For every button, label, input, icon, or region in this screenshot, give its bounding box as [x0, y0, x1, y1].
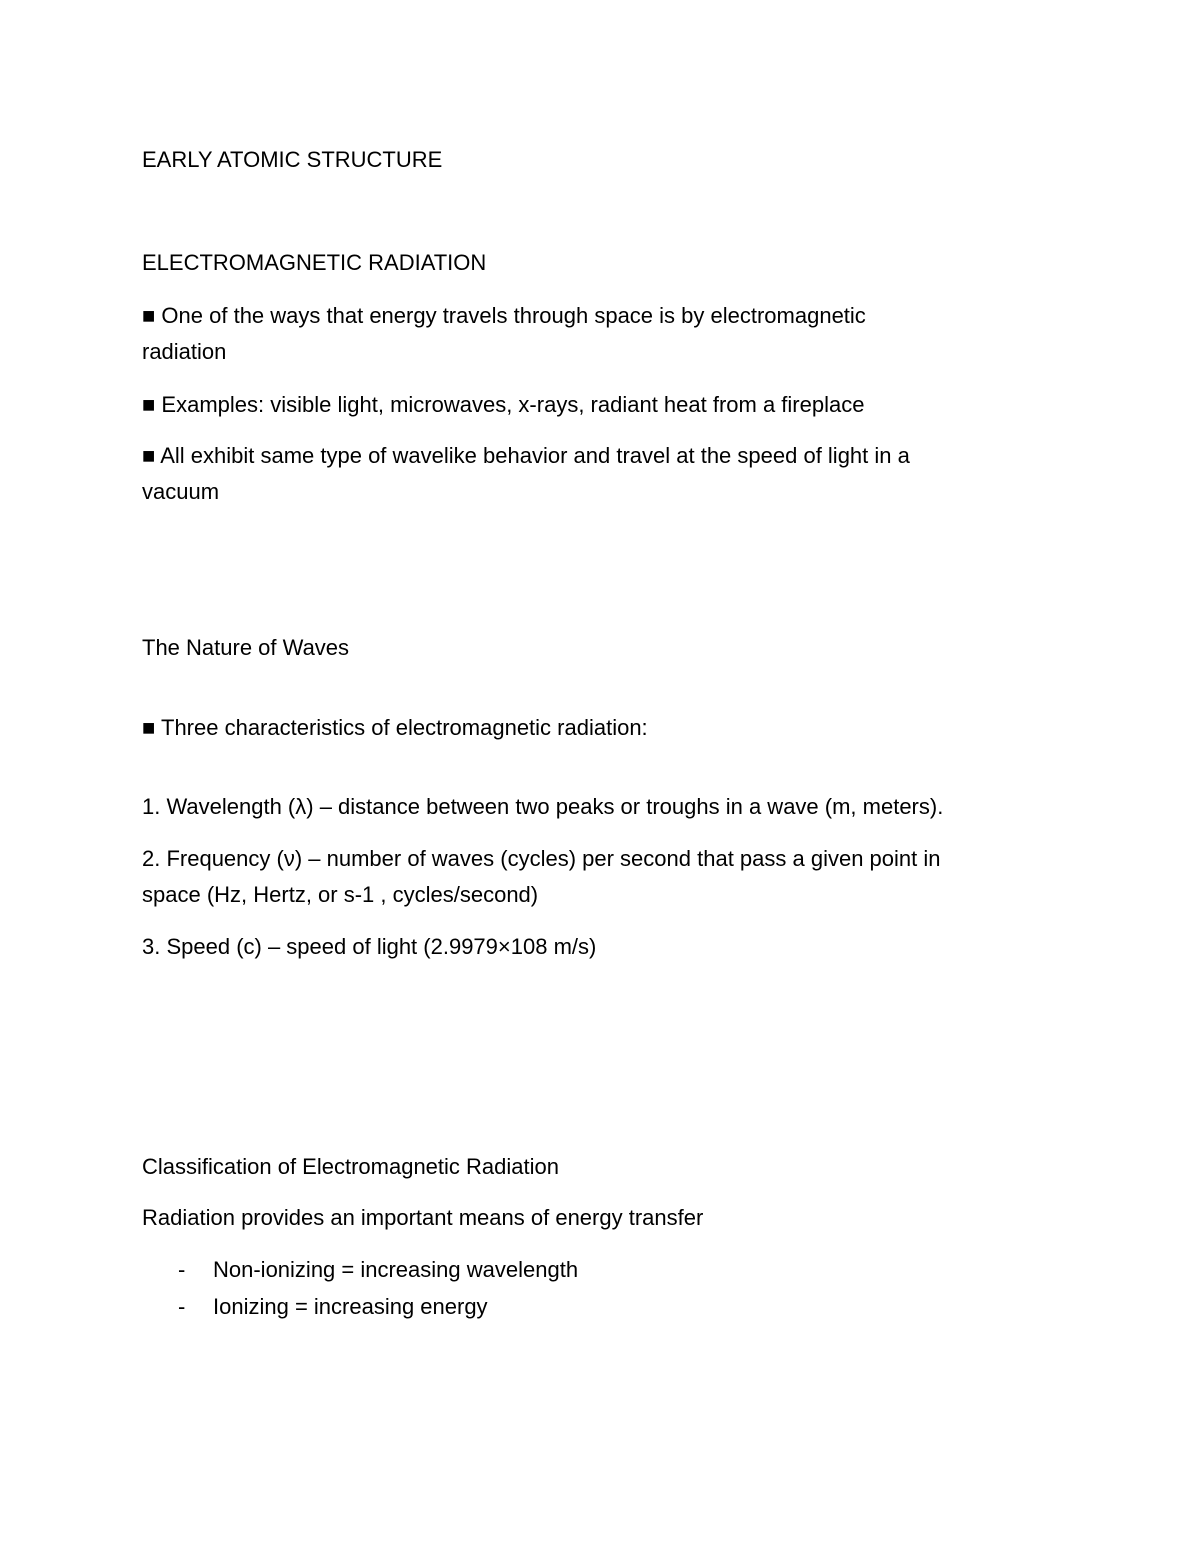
bullet-icon: ■: [142, 303, 156, 328]
numbered-item-wavelength: 1. Wavelength (λ) – distance between two peaks or troughs in a wave (m, meters).: [142, 794, 944, 819]
bullet-icon: ■: [142, 443, 156, 468]
bullet-item-1-line-1: [142, 298, 866, 334]
bullet-item-2: [142, 387, 864, 423]
bullet-item-3-line-1: [142, 438, 910, 474]
bullet-item-3-line-2: vacuum: [142, 479, 220, 504]
numbered-item-frequency-line-1: 2. Frequency (ν) – number of waves (cycles) per second that pass a given point in: [142, 846, 941, 871]
numbered-item-frequency-line-2: space (Hz, Hertz, or s-1 , cycles/second): [142, 882, 539, 907]
section-heading-classification: Classification of Electromagnetic Radiation: [142, 1154, 559, 1179]
document-title: EARLY ATOMIC STRUCTURE: [142, 147, 443, 172]
bullet-text: All exhibit same type of wavelike behavior and travel at the speed of light in a: [160, 443, 910, 468]
bullet-item-1-line-2: radiation: [142, 339, 227, 364]
dash-bullet-icon: -: [178, 1257, 186, 1282]
bullet-text: One of the ways that energy travels through space is by electromagnetic: [161, 303, 866, 328]
section-heading-electromagnetic-radiation: ELECTROMAGNETIC RADIATION: [142, 250, 487, 275]
bullet-text: Examples: visible light, microwaves, x-rays, radiant heat from a fireplace: [161, 392, 865, 417]
characteristics-intro: ■ Three characteristics of electromagnetic radiation:: [142, 715, 648, 740]
list-item-text: Non-ionizing = increasing wavelength: [213, 1257, 579, 1282]
section-heading-nature-of-waves: The Nature of Waves: [142, 635, 350, 660]
bullet-icon: ■: [142, 392, 156, 417]
numbered-item-speed: 3. Speed (c) – speed of light (2.9979×108 m/s): [142, 934, 597, 959]
classification-subheading: Radiation provides an important means of energy transfer: [142, 1205, 704, 1230]
list-item-text: Ionizing = increasing energy: [213, 1294, 488, 1319]
dash-bullet-icon: -: [178, 1294, 186, 1319]
